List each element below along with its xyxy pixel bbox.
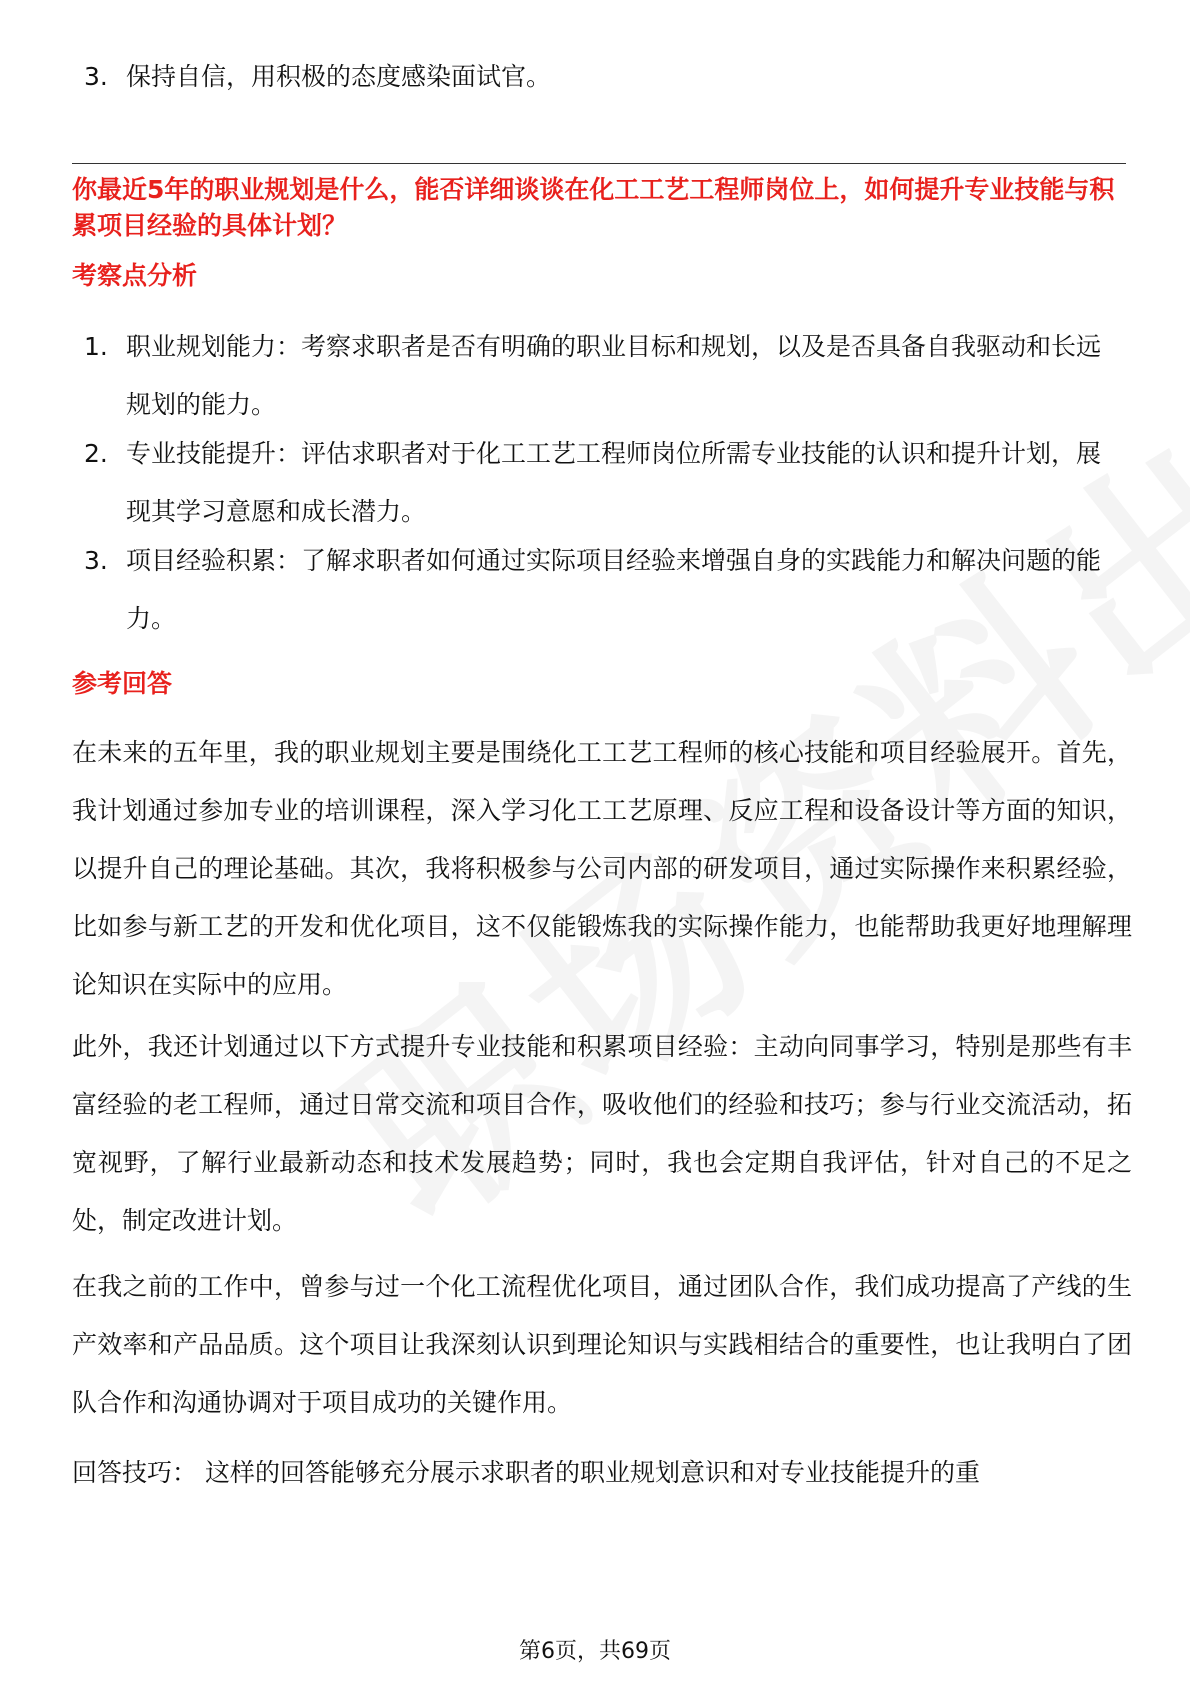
question-title: 你最近5年的职业规划是什么，能否详细谈谈在化工工艺工程师岗位上，如何提升专业技能与积累项目经验的具体计划？ xyxy=(72,175,1115,240)
list-item-text: 项目经验积累：了解求职者如何通过实际项目经验来增强自身的实践能力和解决问题的能力。 xyxy=(126,546,1102,633)
list-item xyxy=(84,48,1124,106)
tip-text: 回答技巧： 这样的回答能够充分展示求职者的职业规划意识和对专业技能提升的重 xyxy=(72,1458,980,1487)
section-divider xyxy=(72,163,1126,164)
list-number: 3. xyxy=(84,62,108,91)
list-item-text: 保持自信，用积极的态度感染面试官。 xyxy=(126,62,552,91)
answer-heading-block xyxy=(72,666,1132,702)
analysis-heading: 考察点分析 xyxy=(72,261,198,290)
question-block xyxy=(72,172,1132,244)
list-item xyxy=(84,532,1124,648)
list-number: 1. xyxy=(84,332,108,361)
paragraph-text: 此外，我还计划通过以下方式提升专业技能和积累项目经验：主动向同事学习，特别是那些有丰富经验的老工程师，通过日常交流和项目合作，吸收他们的经验和技巧；参与行业交流活动，拓宽视野，了解行业最新动态和技术发展趋势；同时，我也会定期自我评估，针对自己的不足之处，制定改进计划。 xyxy=(72,1032,1132,1235)
answer-paragraph xyxy=(72,1258,1132,1432)
page-number: 第6页，共69页 xyxy=(519,1639,671,1664)
list-item xyxy=(84,318,1124,434)
list-number: 3. xyxy=(84,546,108,575)
answer-heading: 参考回答 xyxy=(72,669,173,698)
list-number: 2. xyxy=(84,439,108,468)
answer-tip xyxy=(72,1444,1132,1502)
answer-paragraph xyxy=(72,724,1132,1014)
list-item-text: 专业技能提升：评估求职者对于化工工艺工程师岗位所需专业技能的认识和提升计划，展现其学习意愿和成长潜力。 xyxy=(126,439,1102,526)
list-item-text: 职业规划能力：考察求职者是否有明确的职业目标和规划，以及是否具备自我驱动和长远规划的能力。 xyxy=(126,332,1102,419)
list-item xyxy=(84,425,1124,541)
answer-paragraph xyxy=(72,1018,1132,1250)
paragraph-text: 在我之前的工作中，曾参与过一个化工流程优化项目，通过团队合作，我们成功提高了产线的生产效率和产品品质。这个项目让我深刻认识到理论知识与实践相结合的重要性，也让我明白了团队合作和沟通协调对于项目成功的关键作用。 xyxy=(72,1272,1132,1417)
paragraph-text: 在未来的五年里，我的职业规划主要是围绕化工工艺工程师的核心技能和项目经验展开。首先，我计划通过参加专业的培训课程，深入学习化工工艺原理、反应工程和设备设计等方面的知识，以提升自己的理论基础。其次，我将积极参与公司内部的研发项目，通过实际操作来积累经验，比如参与新工艺的开发和优化项目，这不仅能锻炼我的实际操作能力，也能帮助我更好地理解理论知识在实际中的应用。 xyxy=(72,738,1132,999)
analysis-heading-block xyxy=(72,258,1132,294)
